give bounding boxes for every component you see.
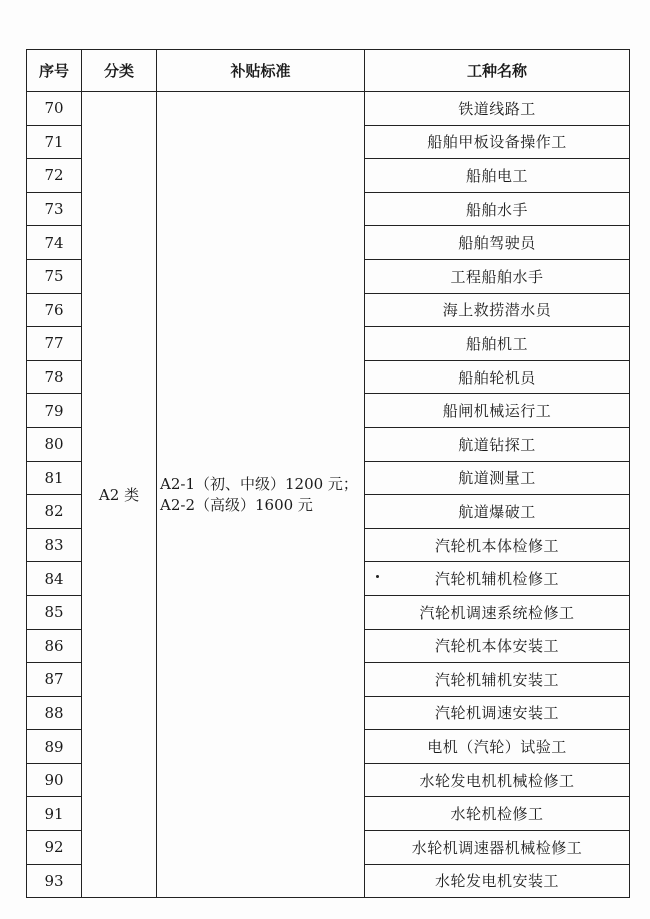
subsidy-line: A2-1（初、中级）1200 元； — [160, 474, 358, 493]
row-seq: 72 — [27, 159, 82, 193]
row-seq: 91 — [27, 797, 82, 831]
row-job-name: 汽轮机辅机安装工 — [365, 663, 630, 697]
row-seq: 80 — [27, 427, 82, 461]
row-job-name: 汽轮机本体检修工 — [365, 528, 630, 562]
header-job-name: 工种名称 — [365, 50, 630, 92]
row-seq: 84 — [27, 562, 82, 596]
row-seq: 90 — [27, 763, 82, 797]
row-job-name: 船舶轮机员 — [365, 360, 630, 394]
row-seq: 81 — [27, 461, 82, 495]
row-job-name: 航道钻探工 — [365, 427, 630, 461]
stray-dot-mark — [376, 575, 379, 578]
row-seq: 73 — [27, 192, 82, 226]
row-seq: 92 — [27, 831, 82, 865]
table-row — [27, 92, 630, 126]
table-header-row — [27, 50, 630, 92]
header-seq: 序号 — [27, 50, 82, 92]
row-job-name: 水轮发电机机械检修工 — [365, 763, 630, 797]
row-seq: 79 — [27, 394, 82, 428]
row-seq: 71 — [27, 125, 82, 159]
row-job-name: 汽轮机调速安装工 — [365, 696, 630, 730]
row-seq: 87 — [27, 663, 82, 697]
row-seq: 85 — [27, 595, 82, 629]
row-job-name: 电机（汽轮）试验工 — [365, 730, 630, 764]
row-seq: 93 — [27, 864, 82, 898]
row-seq: 82 — [27, 495, 82, 529]
row-seq: 75 — [27, 259, 82, 293]
row-job-name: 汽轮机辅机检修工 — [365, 562, 630, 596]
job-subsidy-table — [26, 49, 630, 898]
row-job-name: 汽轮机本体安装工 — [365, 629, 630, 663]
row-seq: 77 — [27, 327, 82, 361]
row-job-name: 水轮发电机安装工 — [365, 864, 630, 898]
row-seq: 83 — [27, 528, 82, 562]
row-job-name: 船舶电工 — [365, 159, 630, 193]
row-job-name: 工程船舶水手 — [365, 259, 630, 293]
row-job-name: 水轮机调速器机械检修工 — [365, 831, 630, 865]
row-seq: 86 — [27, 629, 82, 663]
subsidy-line: A2-2（高级）1600 元 — [160, 495, 313, 514]
row-seq: 74 — [27, 226, 82, 260]
table-body — [27, 92, 630, 898]
row-job-name: 船舶驾驶员 — [365, 226, 630, 260]
row-job-name: 船舶水手 — [365, 192, 630, 226]
subsidy-cell — [157, 92, 365, 898]
header-category: 分类 — [82, 50, 157, 92]
row-job-name: 船舶机工 — [365, 327, 630, 361]
row-job-name: 航道爆破工 — [365, 495, 630, 529]
row-job-name: 铁道线路工 — [365, 92, 630, 126]
category-cell: A2 类 — [82, 92, 157, 898]
row-seq: 89 — [27, 730, 82, 764]
row-job-name: 水轮机检修工 — [365, 797, 630, 831]
row-seq: 78 — [27, 360, 82, 394]
row-job-name: 船舶甲板设备操作工 — [365, 125, 630, 159]
row-job-name: 海上救捞潜水员 — [365, 293, 630, 327]
row-job-name: 船闸机械运行工 — [365, 394, 630, 428]
row-seq: 76 — [27, 293, 82, 327]
row-seq: 70 — [27, 92, 82, 126]
header-subsidy: 补贴标准 — [157, 50, 365, 92]
row-job-name: 航道测量工 — [365, 461, 630, 495]
row-job-name: 汽轮机调速系统检修工 — [365, 595, 630, 629]
row-seq: 88 — [27, 696, 82, 730]
